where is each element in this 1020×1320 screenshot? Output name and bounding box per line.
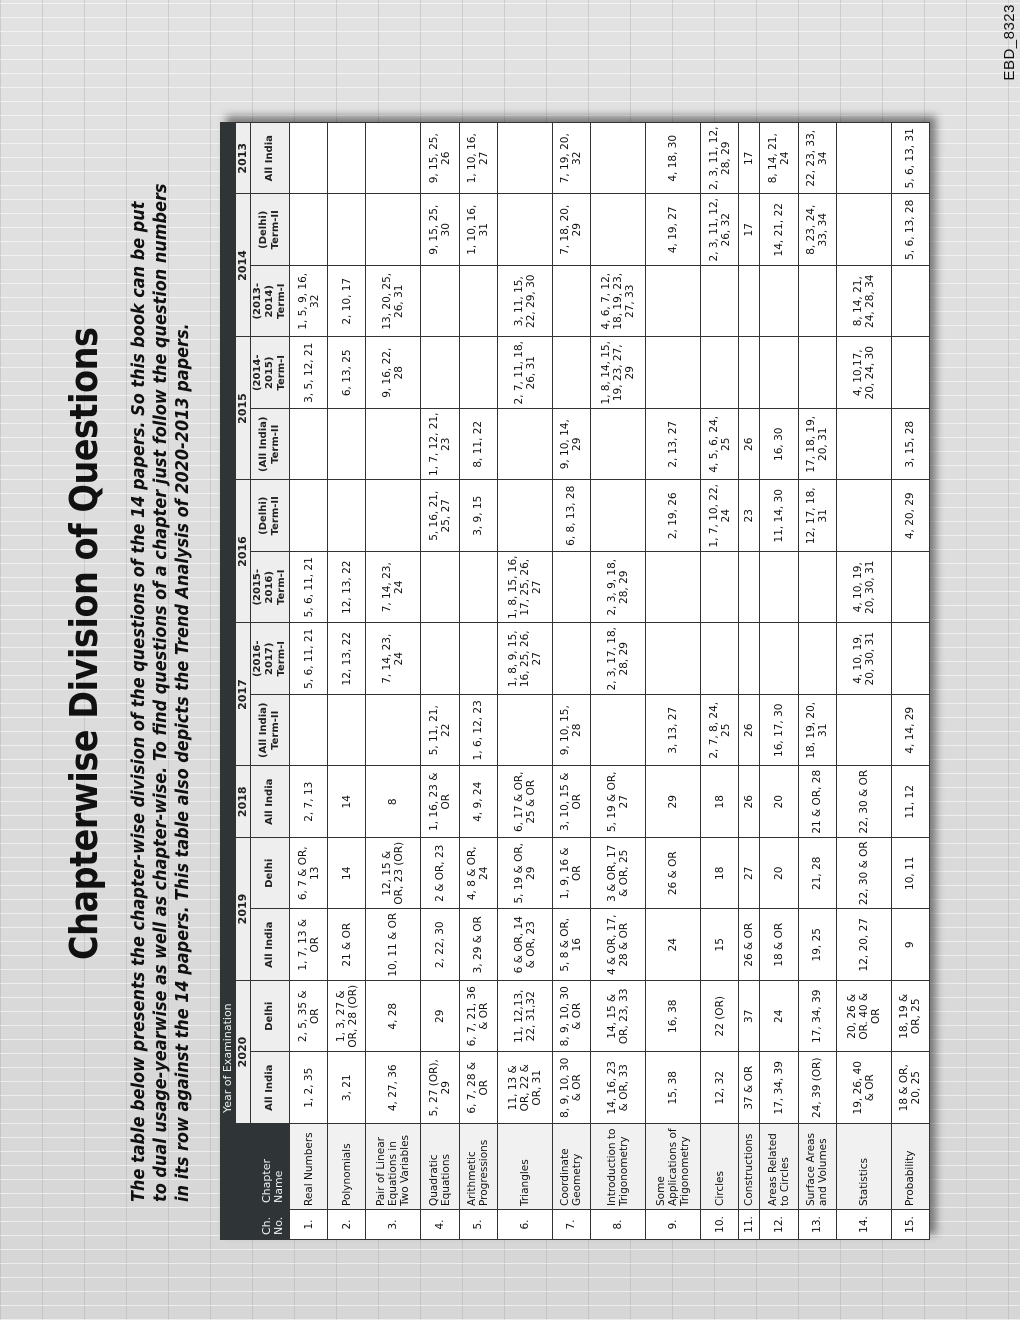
question-numbers-cell [760, 337, 798, 409]
question-numbers-cell: 11, 12 [891, 766, 929, 838]
question-numbers-cell: 5, 6, 13, 28 [891, 194, 929, 266]
question-numbers-cell: 27 [739, 838, 760, 910]
chapter-number: 3. [366, 1210, 421, 1240]
header-year-2015: 2015 [236, 337, 251, 480]
question-numbers-cell [290, 409, 328, 481]
question-numbers-cell: 16, 30 [760, 409, 798, 481]
question-numbers-cell: 11, 13 & OR, 22 & OR, 31 [497, 1052, 552, 1124]
chapter-number: 9. [645, 1210, 700, 1240]
question-numbers-cell: 14, 15 & OR, 23, 33 [590, 981, 645, 1053]
question-numbers-cell: 5, 6, 11, 21 [290, 623, 328, 695]
header-year-of-examination: Year of Examination [221, 123, 236, 1124]
table-row [836, 123, 891, 1240]
question-numbers-cell: 18, 19, 20, 31 [798, 695, 836, 767]
header-year-2019: 2019 [236, 838, 251, 981]
question-numbers-cell: 20 [760, 766, 798, 838]
question-numbers-cell [290, 194, 328, 266]
question-numbers-cell: 1, 10, 16, 31 [459, 194, 497, 266]
question-numbers-cell [891, 266, 929, 338]
table-row [645, 123, 700, 1240]
chapter-name: Pair of Linear Equations in Two Variables [366, 1124, 421, 1210]
question-numbers-cell [836, 695, 891, 767]
question-numbers-cell [836, 123, 891, 195]
chapter-number: 4. [421, 1210, 459, 1240]
chapter-number: 1. [290, 1210, 328, 1240]
question-numbers-cell: 12, 20, 27 [836, 909, 891, 981]
question-numbers-cell: 18 & OR [760, 909, 798, 981]
question-numbers-cell: 29 [645, 766, 700, 838]
question-numbers-cell [459, 337, 497, 409]
question-numbers-cell: 9 [891, 909, 929, 981]
question-numbers-cell [891, 337, 929, 409]
header-2020-delhi: Delhi [251, 981, 290, 1053]
question-numbers-cell: 17 [739, 194, 760, 266]
question-numbers-cell [366, 409, 421, 481]
question-numbers-cell [497, 409, 552, 481]
question-numbers-cell [421, 552, 459, 624]
chapterwise-table-container [220, 122, 930, 1240]
question-numbers-cell [421, 266, 459, 338]
chapter-number: 14. [836, 1210, 891, 1240]
question-numbers-cell: 26 [739, 695, 760, 767]
question-numbers-cell [290, 695, 328, 767]
chapterwise-table [220, 122, 930, 1240]
question-numbers-cell [739, 337, 760, 409]
question-numbers-cell [421, 623, 459, 695]
header-2016-term-1: (2015-2016) Term-I [251, 552, 290, 624]
question-numbers-cell: 2, 22, 30 [421, 909, 459, 981]
header-2020-all-india: All India [251, 1052, 290, 1124]
question-numbers-cell: 6 & OR, 14 & OR, 23 [497, 909, 552, 981]
header-year-2014: 2014 [236, 194, 251, 337]
question-numbers-cell [891, 552, 929, 624]
question-numbers-cell [328, 123, 366, 195]
question-numbers-cell: 1, 7, 13 & OR [290, 909, 328, 981]
question-numbers-cell: 14, 21, 22 [760, 194, 798, 266]
chapter-name: Surface Areas and Volumes [798, 1124, 836, 1210]
question-numbers-cell [497, 123, 552, 195]
question-numbers-cell: 17, 34, 39 [760, 1052, 798, 1124]
question-numbers-cell: 13, 20, 25, 26, 31 [366, 266, 421, 338]
table-row [290, 123, 328, 1240]
header-chapter-name: Chapter Name [221, 1124, 290, 1210]
question-numbers-cell [552, 266, 590, 338]
question-numbers-cell [836, 409, 891, 481]
header-2015-all-india-term-2: (All India) Term-II [251, 409, 290, 481]
header-year-2018: 2018 [236, 766, 251, 838]
question-numbers-cell: 2, 3, 11, 12, 26, 32 [701, 194, 739, 266]
question-numbers-cell [366, 480, 421, 552]
question-numbers-cell: 7, 18, 20, 29 [552, 194, 590, 266]
header-2013-all-india: All India [251, 123, 290, 195]
question-numbers-cell: 3, 29 & OR [459, 909, 497, 981]
table-row [798, 123, 836, 1240]
question-numbers-cell: 19, 26, 40 & OR [836, 1052, 891, 1124]
question-numbers-cell: 4, 8 & OR, 24 [459, 838, 497, 910]
question-numbers-cell: 6, 8, 13, 28 [552, 480, 590, 552]
question-numbers-cell [590, 695, 645, 767]
chapter-number: 2. [328, 1210, 366, 1240]
question-numbers-cell: 5, 11, 21, 22 [421, 695, 459, 767]
question-numbers-cell: 16, 38 [645, 981, 700, 1053]
question-numbers-cell: 2, 5, 35 & OR [290, 981, 328, 1053]
question-numbers-cell: 1, 7, 10, 22, 24 [701, 480, 739, 552]
chapter-name: Constructions [739, 1124, 760, 1210]
question-numbers-cell [701, 623, 739, 695]
question-numbers-cell: 2 & OR, 23 [421, 838, 459, 910]
question-numbers-cell: 12, 15 & OR, 23 (OR) [366, 838, 421, 910]
table-row [366, 123, 421, 1240]
question-numbers-cell: 26 & OR [645, 838, 700, 910]
question-numbers-cell: 22, 30 & OR [836, 838, 891, 910]
question-numbers-cell: 5, 8 & OR, 16 [552, 909, 590, 981]
question-numbers-cell: 5, 6, 11, 21 [290, 552, 328, 624]
question-numbers-cell: 2, 3, 11, 12, 28, 29 [701, 123, 739, 195]
question-numbers-cell: 1, 6, 12, 23 [459, 695, 497, 767]
question-numbers-cell [459, 623, 497, 695]
question-numbers-cell: 1, 8, 14, 15, 19, 23, 27, 29 [590, 337, 645, 409]
question-numbers-cell: 7, 19, 20, 32 [552, 123, 590, 195]
chapter-name: Statistics [836, 1124, 891, 1210]
question-numbers-cell [798, 337, 836, 409]
question-numbers-cell [366, 194, 421, 266]
question-numbers-cell [497, 480, 552, 552]
chapter-number: 6. [497, 1210, 552, 1240]
question-numbers-cell: 37 & OR [739, 1052, 760, 1124]
question-numbers-cell [760, 623, 798, 695]
question-numbers-cell: 2, 13, 27 [645, 409, 700, 481]
question-numbers-cell: 21, 28 [798, 838, 836, 910]
question-numbers-cell: 9, 10, 15, 28 [552, 695, 590, 767]
header-2017-term-1: (2016-2017) Term-I [251, 623, 290, 695]
question-numbers-cell: 4, 28 [366, 981, 421, 1053]
question-numbers-cell: 15, 38 [645, 1052, 700, 1124]
question-numbers-cell [798, 552, 836, 624]
header-year-2017: 2017 [236, 623, 251, 766]
question-numbers-cell: 5, 27 (OR), 29 [421, 1052, 459, 1124]
question-numbers-cell [701, 266, 739, 338]
chapter-number: 15. [891, 1210, 929, 1240]
chapter-name: Arithmetic Progressions [459, 1124, 497, 1210]
question-numbers-cell: 4, 27, 36 [366, 1052, 421, 1124]
chapter-number: 8. [590, 1210, 645, 1240]
header-2017-all-india-term-2: (All India) Term-II [251, 695, 290, 767]
question-numbers-cell [836, 480, 891, 552]
question-numbers-cell: 6, 13, 25 [328, 337, 366, 409]
question-numbers-cell: 18 [701, 766, 739, 838]
chapter-number: 7. [552, 1210, 590, 1240]
question-numbers-cell: 3, 5, 12, 21 [290, 337, 328, 409]
question-numbers-cell: 1, 2, 35 [290, 1052, 328, 1124]
question-numbers-cell: 7, 14, 23, 24 [366, 623, 421, 695]
question-numbers-cell [590, 194, 645, 266]
question-numbers-cell: 24, 39 (OR) [798, 1052, 836, 1124]
question-numbers-cell [836, 194, 891, 266]
question-numbers-cell: 4, 9, 24 [459, 766, 497, 838]
header-2019-delhi: Delhi [251, 838, 290, 910]
header-2015-term-1: (2014-2015) Term-I [251, 337, 290, 409]
question-numbers-cell: 26 [739, 409, 760, 481]
question-numbers-cell: 4, 18, 30 [645, 123, 700, 195]
table-row [421, 123, 459, 1240]
question-numbers-cell: 22, 30 & OR [836, 766, 891, 838]
question-numbers-cell: 3, 9, 15 [459, 480, 497, 552]
question-numbers-cell: 8 [366, 766, 421, 838]
question-numbers-cell [645, 623, 700, 695]
question-numbers-cell: 17 [739, 123, 760, 195]
question-numbers-cell: 3, 21 [328, 1052, 366, 1124]
question-numbers-cell [760, 552, 798, 624]
table-row [497, 123, 552, 1240]
question-numbers-cell: 3, 15, 28 [891, 409, 929, 481]
header-2016-delhi-term-2: (Delhi) Term-II [251, 480, 290, 552]
question-numbers-cell [421, 337, 459, 409]
question-numbers-cell [328, 695, 366, 767]
question-numbers-cell: 20, 26 & OR. 40 & OR [836, 981, 891, 1053]
question-numbers-cell: 24 [760, 981, 798, 1053]
question-numbers-cell [459, 552, 497, 624]
header-year-2016: 2016 [236, 480, 251, 623]
question-numbers-cell: 6, 7 & OR, 13 [290, 838, 328, 910]
chapter-name: Introduction to Trigonometry [590, 1124, 645, 1210]
question-numbers-cell [290, 480, 328, 552]
question-numbers-cell: 23 [739, 480, 760, 552]
question-numbers-cell: 9, 10, 14, 29 [552, 409, 590, 481]
question-numbers-cell: 2, 7, 11, 18, 26, 31 [497, 337, 552, 409]
question-numbers-cell: 2, 3, 17, 18, 28, 29 [590, 623, 645, 695]
question-numbers-cell [645, 266, 700, 338]
question-numbers-cell: 18 [701, 838, 739, 910]
question-numbers-cell [552, 623, 590, 695]
page-title: Chapterwise Division of Questions [62, 327, 106, 960]
question-numbers-cell [739, 552, 760, 624]
table-row [328, 123, 366, 1240]
chapter-name: Circles [701, 1124, 739, 1210]
header-2014-delhi-term-2: (Delhi) Term-II [251, 194, 290, 266]
question-numbers-cell: 8, 9, 10, 30 & OR [552, 981, 590, 1053]
question-numbers-cell: 12, 13, 22 [328, 623, 366, 695]
question-numbers-cell: 9, 16, 22, 28 [366, 337, 421, 409]
question-numbers-cell: 2, 7, 8, 24, 25 [701, 695, 739, 767]
question-numbers-cell: 4, 5, 6, 24, 25 [701, 409, 739, 481]
question-numbers-cell [701, 552, 739, 624]
chapter-name: Some Applications of Trigonometry [645, 1124, 700, 1210]
question-numbers-cell: 1, 3, 27 & OR, 28 (OR) [328, 981, 366, 1053]
question-numbers-cell: 4 & OR, 17, 28 & OR [590, 909, 645, 981]
chapter-number: 12. [760, 1210, 798, 1240]
question-numbers-cell: 37 [739, 981, 760, 1053]
question-numbers-cell: 26 [739, 766, 760, 838]
question-numbers-cell [497, 695, 552, 767]
question-numbers-cell: 14, 16, 23 & OR, 33 [590, 1052, 645, 1124]
table-row [590, 123, 645, 1240]
question-numbers-cell [645, 552, 700, 624]
question-numbers-cell: 15 [701, 909, 739, 981]
question-numbers-cell: 19, 25 [798, 909, 836, 981]
question-numbers-cell: 16, 17, 30 [760, 695, 798, 767]
header-2014-term-1: (2013-2014) Term-I [251, 266, 290, 338]
question-numbers-cell [459, 266, 497, 338]
question-numbers-cell [328, 409, 366, 481]
question-numbers-cell [760, 266, 798, 338]
question-numbers-cell: 21 & OR, 28 [798, 766, 836, 838]
question-numbers-cell: 3, 13, 27 [645, 695, 700, 767]
table-row [891, 123, 929, 1240]
question-numbers-cell: 7, 14, 23, 24 [366, 552, 421, 624]
question-numbers-cell: 1, 8, 9, 15, 16, 25, 26, 27 [497, 623, 552, 695]
question-numbers-cell [552, 337, 590, 409]
question-numbers-cell: 17, 18, 19, 20, 31 [798, 409, 836, 481]
question-numbers-cell [590, 409, 645, 481]
question-numbers-cell: 6, 7, 28 & OR [459, 1052, 497, 1124]
question-numbers-cell [290, 123, 328, 195]
chapter-name: Real Numbers [290, 1124, 328, 1210]
question-numbers-cell: 4, 14, 29 [891, 695, 929, 767]
question-numbers-cell: 8, 23, 24, 33, 34 [798, 194, 836, 266]
question-numbers-cell: 4, 6, 7, 12, 18, 19, 23, 27, 33 [590, 266, 645, 338]
question-numbers-cell: 6, 17 & OR, 25 & OR [497, 766, 552, 838]
question-numbers-cell: 2, 10, 17 [328, 266, 366, 338]
question-numbers-cell: 8, 14, 21, 24, 28, 34 [836, 266, 891, 338]
table-body [290, 123, 930, 1240]
chapter-name: Triangles [497, 1124, 552, 1210]
question-numbers-cell: 26 & OR [739, 909, 760, 981]
chapter-number: 10. [701, 1210, 739, 1240]
chapter-name: Probability [891, 1124, 929, 1210]
page-code-label: EBD_8323 [1001, 4, 1018, 81]
question-numbers-cell: 4, 10, 19, 20, 30, 31 [836, 623, 891, 695]
question-numbers-cell: 4, 10,17, 20, 24, 30 [836, 337, 891, 409]
question-numbers-cell [590, 123, 645, 195]
question-numbers-cell: 12, 32 [701, 1052, 739, 1124]
question-numbers-cell: 8, 11, 22 [459, 409, 497, 481]
header-2018-all-india: All India [251, 766, 290, 838]
question-numbers-cell: 22 (OR) [701, 981, 739, 1053]
question-numbers-cell [891, 623, 929, 695]
question-numbers-cell [366, 123, 421, 195]
question-numbers-cell [645, 337, 700, 409]
question-numbers-cell: 5, 19 & OR, 29 [497, 838, 552, 910]
chapter-name: Areas Related to Circles [760, 1124, 798, 1210]
question-numbers-cell: 14 [328, 838, 366, 910]
question-numbers-cell: 29 [421, 981, 459, 1053]
question-numbers-cell: 4, 19, 27 [645, 194, 700, 266]
chapter-name: Quadratic Equations [421, 1124, 459, 1210]
question-numbers-cell [328, 194, 366, 266]
question-numbers-cell: 10, 11 [891, 838, 929, 910]
chapter-number: 13. [798, 1210, 836, 1240]
question-numbers-cell: 1, 7, 12, 21, 23 [421, 409, 459, 481]
question-numbers-cell: 1, 5, 9, 16, 32 [290, 266, 328, 338]
question-numbers-cell: 10, 11 & OR [366, 909, 421, 981]
question-numbers-cell: 3, 11, 15, 22, 29, 30 [497, 266, 552, 338]
table-row [552, 123, 590, 1240]
question-numbers-cell: 9, 15, 25, 26 [421, 123, 459, 195]
question-numbers-cell: 4, 10, 19, 20, 30, 31 [836, 552, 891, 624]
question-numbers-cell: 8, 9, 10, 30 & OR [552, 1052, 590, 1124]
question-numbers-cell: 2, 3, 9, 18, 28, 29 [590, 552, 645, 624]
question-numbers-cell: 21 & OR [328, 909, 366, 981]
question-numbers-cell [590, 480, 645, 552]
question-numbers-cell: 18, 19 & OR, 25 [891, 981, 929, 1053]
question-numbers-cell: 24 [645, 909, 700, 981]
header-year-2013: 2013 [236, 123, 251, 195]
question-numbers-cell: 22, 23, 33, 34 [798, 123, 836, 195]
table-row [739, 123, 760, 1240]
question-numbers-cell: 17, 34, 39 [798, 981, 836, 1053]
header-2019-all-india: All India [251, 909, 290, 981]
question-numbers-cell [739, 266, 760, 338]
question-numbers-cell: 6, 7, 21, 36 & OR [459, 981, 497, 1053]
chapter-number: 11. [739, 1210, 760, 1240]
header-year-2020: 2020 [236, 981, 251, 1124]
question-numbers-cell: 5, 16, 21, 25, 27 [421, 480, 459, 552]
chapter-number: 5. [459, 1210, 497, 1240]
question-numbers-cell: 18 & OR, 20, 25 [891, 1052, 929, 1124]
question-numbers-cell: 1, 10, 16, 27 [459, 123, 497, 195]
question-numbers-cell [739, 623, 760, 695]
question-numbers-cell: 1, 8, 15, 16, 17, 25, 26, 27 [497, 552, 552, 624]
question-numbers-cell: 3 & OR, 17 & OR, 25 [590, 838, 645, 910]
question-numbers-cell [798, 623, 836, 695]
question-numbers-cell [701, 337, 739, 409]
question-numbers-cell: 12, 13, 22 [328, 552, 366, 624]
question-numbers-cell: 1, 16, 23 & OR [421, 766, 459, 838]
question-numbers-cell: 11, 12,13, 22, 31,32 [497, 981, 552, 1053]
question-numbers-cell [366, 695, 421, 767]
table-row [760, 123, 798, 1240]
question-numbers-cell: 9, 15, 25, 30 [421, 194, 459, 266]
question-numbers-cell: 14 [328, 766, 366, 838]
question-numbers-cell: 11, 14, 30 [760, 480, 798, 552]
question-numbers-cell: 8, 14, 21, 24 [760, 123, 798, 195]
header-ch-no: Ch. No. [221, 1210, 290, 1240]
chapter-name: Coordinate Geometry [552, 1124, 590, 1210]
question-numbers-cell: 5, 19 & OR, 27 [590, 766, 645, 838]
intro-paragraph: The table below presents the chapter-wise division of the questions of the 14 papers. So this book can be put to dual usage-yearwise as well as chapter-wise. To find questions of a chapter just follow the question numbers in its row against the 14 papers. This table also depicts the Trend Analysis of 2020-2013 papers. [129, 183, 193, 1202]
question-numbers-cell [552, 552, 590, 624]
question-numbers-cell: 20 [760, 838, 798, 910]
chapter-name: Polynomials [328, 1124, 366, 1210]
question-numbers-cell [497, 194, 552, 266]
question-numbers-cell: 4, 20, 29 [891, 480, 929, 552]
question-numbers-cell: 3, 10, 15 & OR [552, 766, 590, 838]
table-row [701, 123, 739, 1240]
question-numbers-cell: 2, 7, 13 [290, 766, 328, 838]
table-row [459, 123, 497, 1240]
question-numbers-cell: 1, 9, 16 & OR [552, 838, 590, 910]
question-numbers-cell: 12, 17, 18, 31 [798, 480, 836, 552]
question-numbers-cell [328, 480, 366, 552]
question-numbers-cell: 2, 19, 26 [645, 480, 700, 552]
question-numbers-cell: 5, 6, 13, 31 [891, 123, 929, 195]
question-numbers-cell [798, 266, 836, 338]
